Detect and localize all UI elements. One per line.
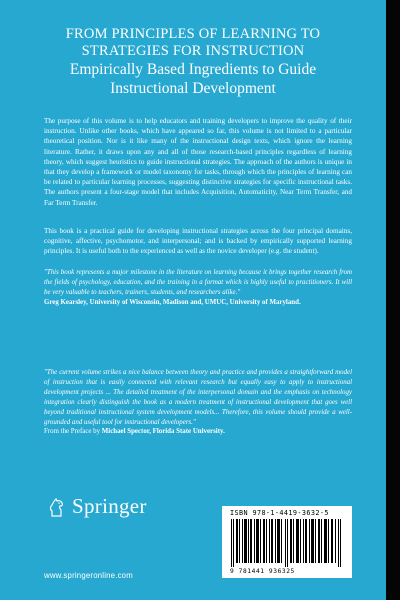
spine-edge — [386, 0, 400, 600]
endorsement-quote-1 — [44, 268, 352, 308]
quote-attribution: Michael Spector, Florida State University. — [101, 428, 225, 436]
book-title — [20, 26, 366, 98]
title-line-2: STRATEGIES FOR INSTRUCTION — [81, 43, 305, 59]
publisher-name: Springer — [72, 494, 147, 518]
quote-text: "The current volume strikes a nice balance between theory and practice and provides a straightforward model of instruction that is easily connected with relevant research but equally easy to apply to instructional development projects ... The detailed treatment of the interpersonal domain and the emphasis on technology integration clearly distinguish the book as a modern treatment of instructional development that goes well beyond traditional instructional system development models... Therefore, this volume should provide a well-grounded and useful tool for instructional developers." — [44, 369, 352, 426]
description-paragraph-2: This book is a practical guide for developing instructional strategies across the four principal domains, cognitive, affective, psychomotor, and interpersonal; and is backed by empirically supported learning principles. It is useful both to the experienced as well as the novice developer (e.g. the student). — [44, 227, 352, 256]
subtitle-line-2: Instructional Development — [110, 80, 276, 97]
description-paragraph-1: The purpose of this volume is to help educators and training developers to improve the quality of their instruction. Unlike other books, which have appeared so far, this volume is not limited to a particular theoretical position. Nor is it like many of the instructional design texts, which ignore the learning literature. Rather, it draws upon any and all of those research-based principles regardless of learning theory, which suggest heuristics to guide instructional strategies. The approach of the authors is unique in that they develop a framework or model taxonomy for tasks, through which the principles of learning can be related to particular learning processes, suggesting distinctive strategies for specific instructional tasks. The authors present a four-stage model that includes Acquisition, Automaticity, Near Term Transfer, and Far Term Transfer. — [44, 117, 352, 207]
springer-knight-icon — [48, 497, 66, 517]
barcode-box — [222, 506, 352, 578]
quote-source-prefix: From the Preface by — [44, 428, 102, 436]
quote-attribution: Greg Kearsley, University of Wisconsin, Madison and, UMUC, University of Maryland. — [44, 298, 301, 306]
quote-text: "This book represents a major milestone in the literature on learning because it brings together research from the fields of psychology, education, and the training in a format which is highly useful to practitioners. It will be very valuable to teachers, trainers, students, and researchers alike." — [44, 269, 352, 296]
subtitle-line-1: Empirically Based Ingredients to Guide — [69, 61, 317, 78]
barcode-icon — [231, 519, 343, 567]
publisher-url: www.springeronline.com — [44, 571, 133, 580]
title-line-1: FROM PRINCIPLES OF LEARNING TO — [65, 26, 321, 42]
isbn-label: ISBN 978-1-4419-3632-5 — [230, 509, 329, 517]
publisher-logo — [48, 494, 147, 519]
barcode-number: 9 781441 936325 — [230, 568, 295, 575]
endorsement-quote-2 — [44, 368, 352, 437]
